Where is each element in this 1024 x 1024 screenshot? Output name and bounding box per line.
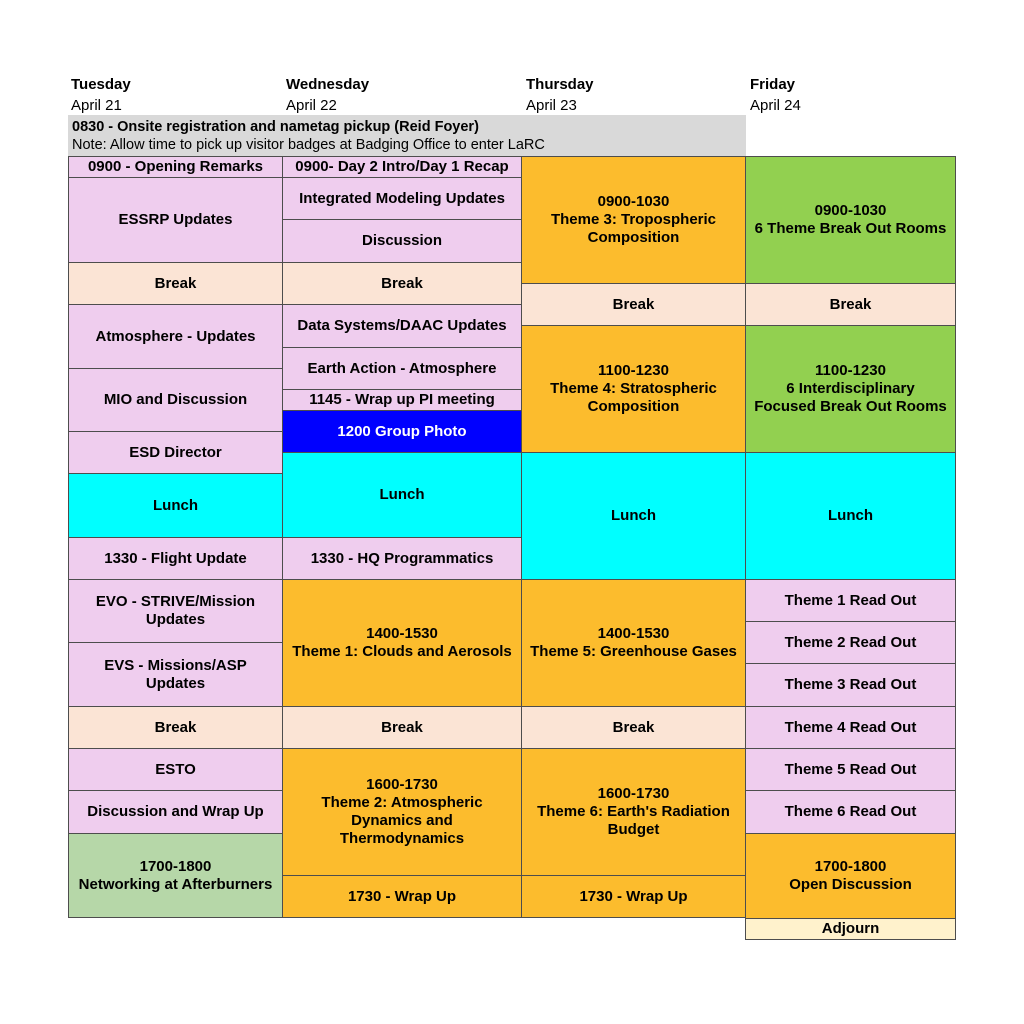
session-flight-update: 1330 - Flight Update: [68, 537, 283, 580]
session-evs-updates: EVS - Missions/ASP Updates: [68, 642, 283, 707]
adjourn-block: Adjourn: [745, 918, 956, 940]
break-block: Break: [521, 283, 746, 326]
day-date: April 22: [286, 97, 337, 114]
theme-read-out: Theme 6 Read Out: [745, 790, 956, 834]
day-header-tuesday: [71, 76, 131, 115]
session-open-discussion: 1700-1800 Open Discussion: [745, 833, 956, 919]
breakout-session-themes: 0900-1030 6 Theme Break Out Rooms: [745, 156, 956, 284]
day-header-thursday: [526, 76, 594, 115]
session-atmosphere-updates: Atmosphere - Updates: [68, 304, 283, 369]
session-day2-intro: 0900- Day 2 Intro/Day 1 Recap: [282, 156, 522, 178]
break-block: Break: [68, 262, 283, 305]
theme-read-out: Theme 4 Read Out: [745, 706, 956, 749]
lunch-block: Lunch: [68, 473, 283, 538]
session-networking: 1700-1800 Networking at Afterburners: [68, 833, 283, 918]
day-name: Wednesday: [286, 76, 370, 93]
session-integrated-modeling: Integrated Modeling Updates: [282, 177, 522, 220]
theme-read-out: Theme 1 Read Out: [745, 579, 956, 622]
session-group-photo: 1200 Group Photo: [282, 410, 522, 453]
break-block: Break: [282, 706, 522, 749]
registration-note: Note: Allow time to pick up visitor badges at Badging Office to enter LaRC: [72, 137, 545, 153]
break-block: Break: [521, 706, 746, 749]
break-block: Break: [68, 706, 283, 749]
theme-1-session: 1400-1530 Theme 1: Clouds and Aerosols: [282, 579, 522, 707]
session-wrap-up: 1730 - Wrap Up: [282, 875, 522, 918]
breakout-session-interdisciplinary: 1100-1230 6 Interdisciplinary Focused Break Out Rooms: [745, 325, 956, 453]
session-discussion-wrap-up: Discussion and Wrap Up: [68, 790, 283, 834]
lunch-block: Lunch: [282, 452, 522, 538]
day-name: Friday: [750, 76, 796, 93]
session-esd-director: ESD Director: [68, 431, 283, 474]
theme-read-out: Theme 2 Read Out: [745, 621, 956, 664]
day-name: Thursday: [526, 76, 594, 93]
lunch-block: Lunch: [745, 452, 956, 580]
theme-6-session: 1600-1730 Theme 6: Earth's Radiation Budget: [521, 748, 746, 876]
session-esto: ESTO: [68, 748, 283, 791]
theme-2-session: 1600-1730 Theme 2: Atmospheric Dynamics and Thermodynamics: [282, 748, 522, 876]
session-wrap-up-pi: 1145 - Wrap up PI meeting: [282, 389, 522, 411]
theme-4-session: 1100-1230 Theme 4: Stratospheric Composition: [521, 325, 746, 453]
registration-title: 0830 - Onsite registration and nametag pickup (Reid Foyer): [72, 119, 479, 135]
day-date: April 21: [71, 97, 122, 114]
session-earth-action: Earth Action - Atmosphere: [282, 347, 522, 390]
break-block: Break: [282, 262, 522, 305]
lunch-block: Lunch: [521, 452, 746, 580]
session-opening-remarks: 0900 - Opening Remarks: [68, 156, 283, 178]
day-date: April 24: [750, 97, 801, 114]
theme-3-session: 0900-1030 Theme 3: Tropospheric Composition: [521, 156, 746, 284]
session-mio-discussion: MIO and Discussion: [68, 368, 283, 432]
break-block: Break: [745, 283, 956, 326]
session-evo-updates: EVO - STRIVE/Mission Updates: [68, 579, 283, 643]
registration-banner: [68, 115, 746, 156]
session-wrap-up: 1730 - Wrap Up: [521, 875, 746, 918]
session-essrp-updates: ESSRP Updates: [68, 177, 283, 263]
theme-read-out: Theme 3 Read Out: [745, 663, 956, 707]
theme-5-session: 1400-1530 Theme 5: Greenhouse Gases: [521, 579, 746, 707]
session-discussion: Discussion: [282, 219, 522, 263]
session-data-systems-daac: Data Systems/DAAC Updates: [282, 304, 522, 348]
day-date: April 23: [526, 97, 577, 114]
day-header-wednesday: [286, 76, 369, 115]
day-header-friday: [750, 76, 801, 115]
theme-read-out: Theme 5 Read Out: [745, 748, 956, 791]
session-hq-programmatics: 1330 - HQ Programmatics: [282, 537, 522, 580]
day-name: Tuesday: [71, 76, 131, 93]
